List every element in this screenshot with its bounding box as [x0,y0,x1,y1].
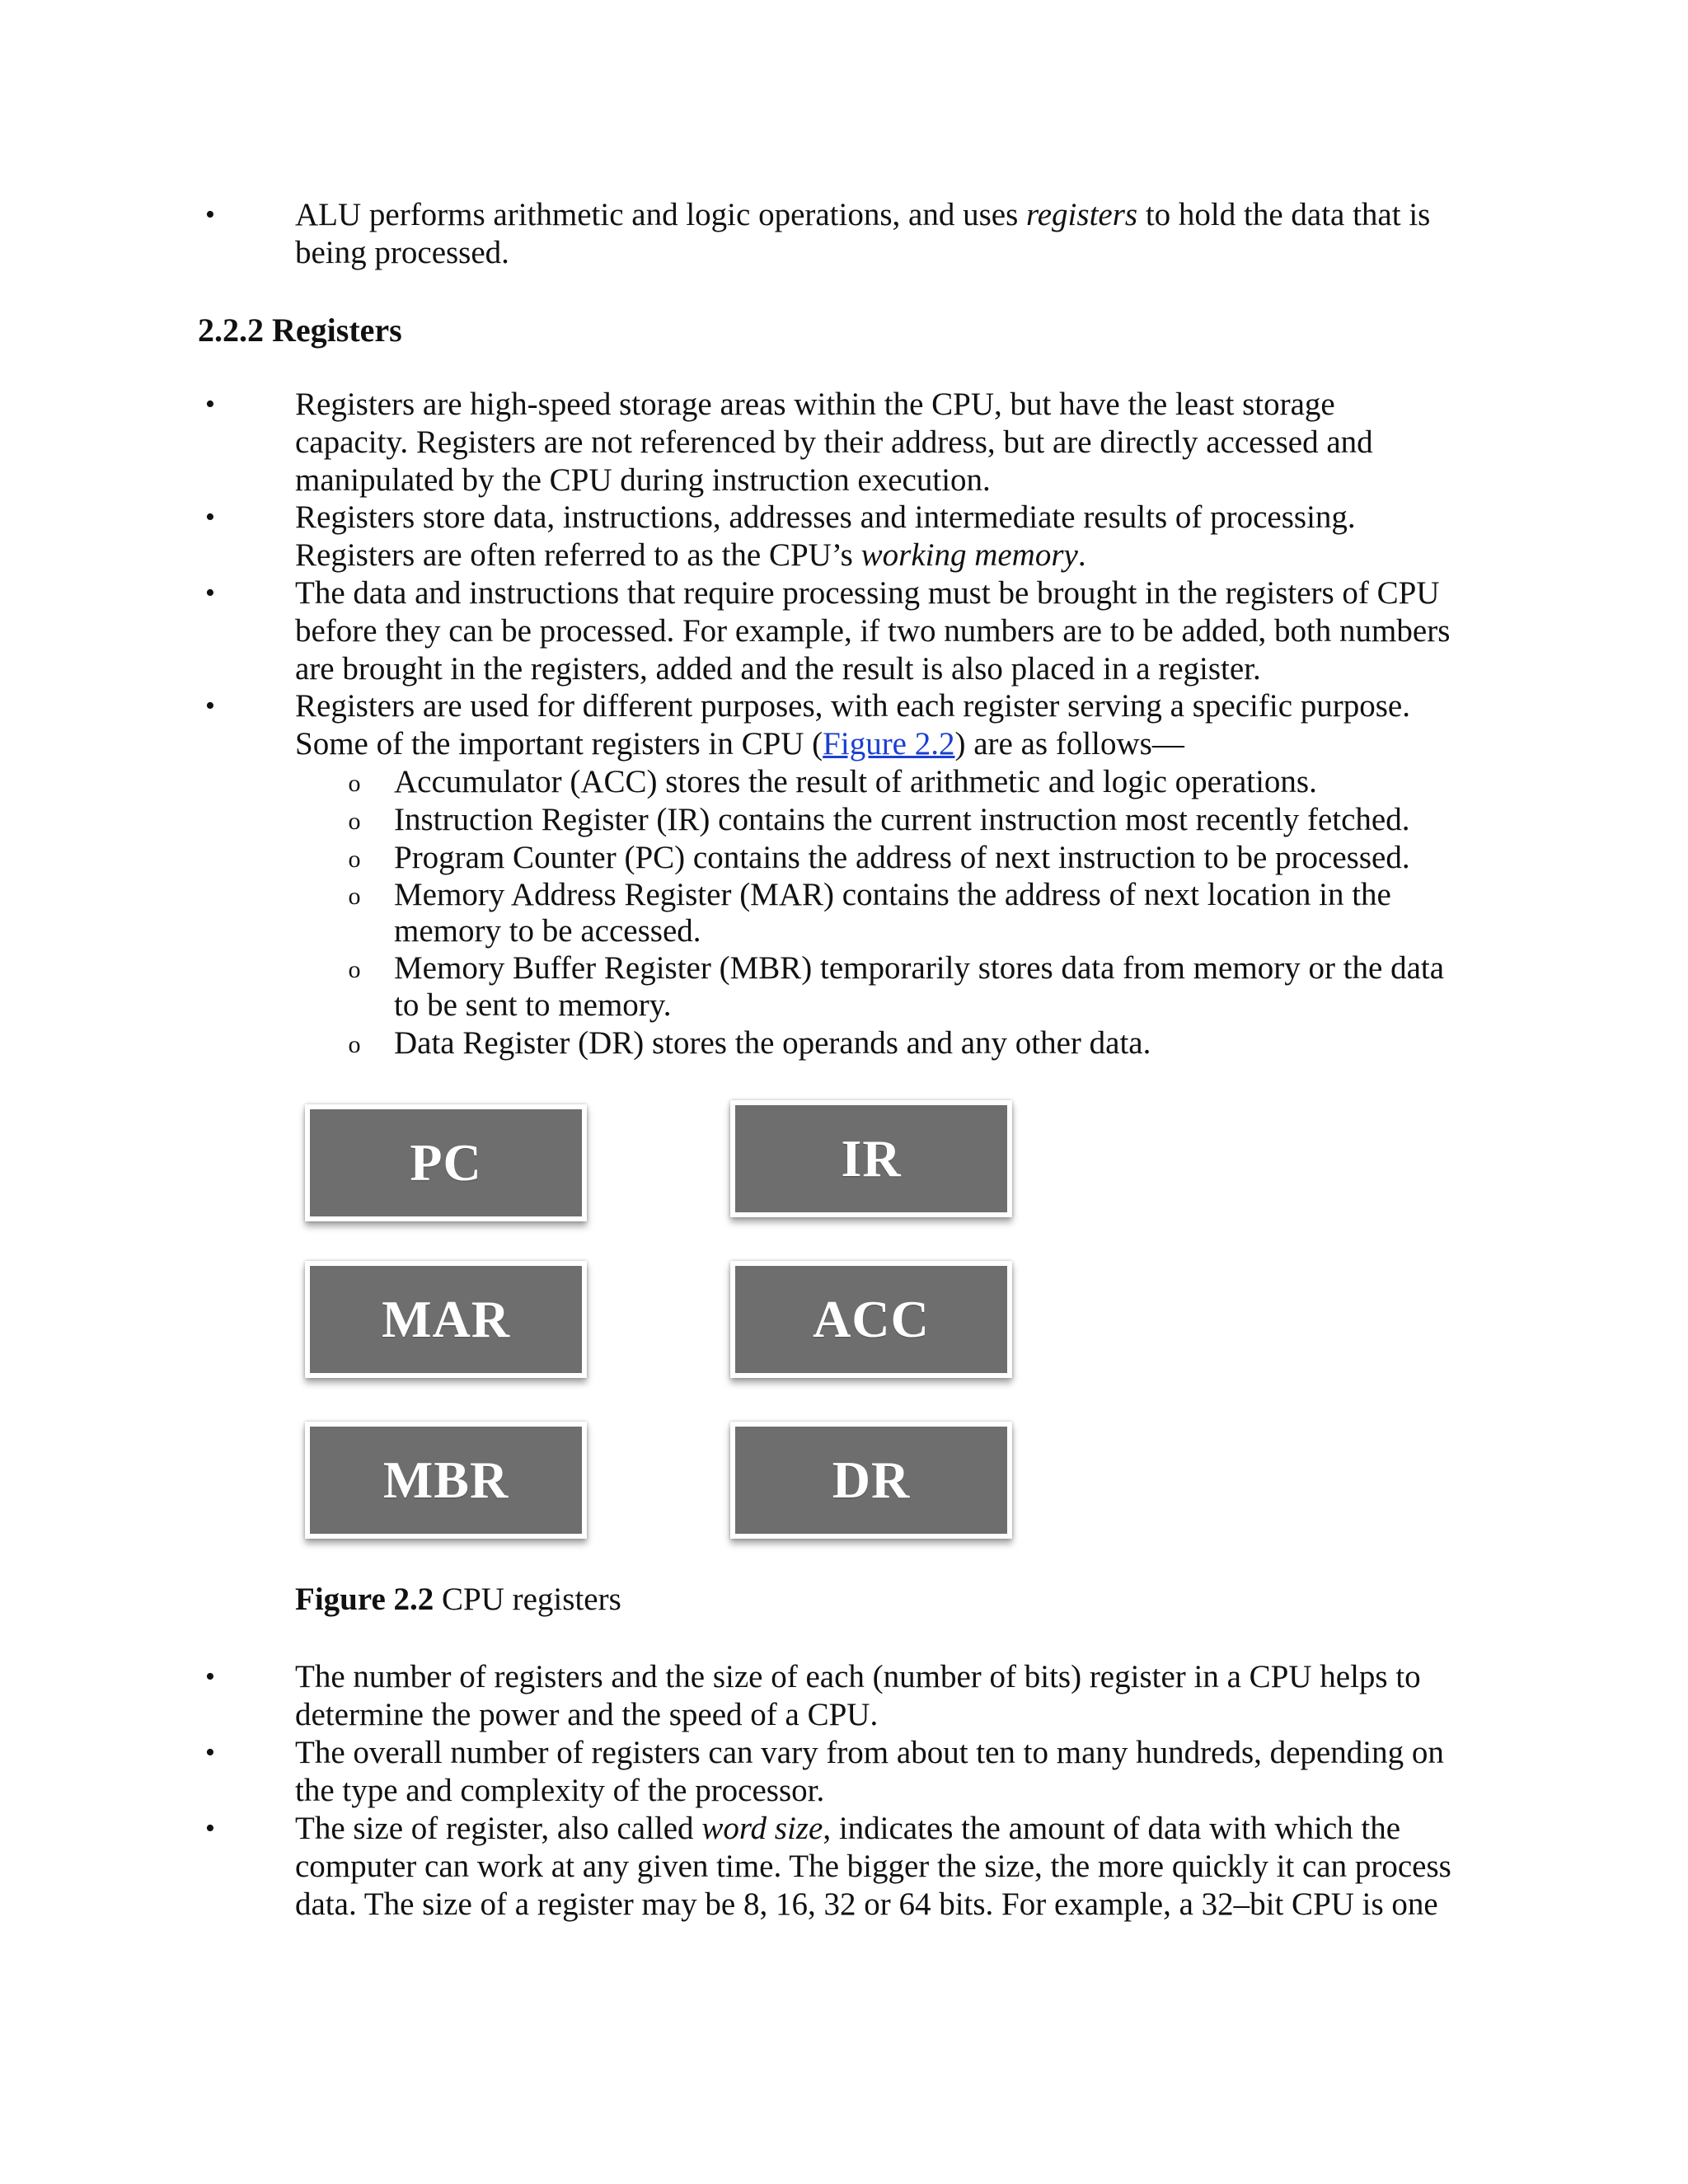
section-heading: 2.2.2 Registers [198,312,402,349]
sub-bullet-data-register: Data Register (DR) stores the operands and any other data. [394,1025,1151,1061]
bullet-marker: • [205,502,215,532]
text-line: Registers store data, instructions, addresses and intermediate results of processing. [295,499,1356,535]
text-run: . [1077,537,1086,573]
text-line: The overall number of registers can vary from about ten to many hundreds, depending on [295,1735,1444,1770]
figure-link[interactable]: Figure 2.2 [823,726,955,762]
sub-bullet-instruction-register: Instruction Register (IR) contains the current instruction most recently fetched. [394,802,1410,837]
text-line: capacity. Registers are not referenced by their address, but are directly accessed and [295,424,1373,460]
text-line: determine the power and the speed of a CPU. [295,1697,879,1732]
sub-bullet-marker: o [348,846,361,873]
register-box-mar: MAR [305,1261,587,1378]
text-line: Registers are used for different purposes, with each register serving a specific purpose. [295,688,1410,724]
sub-bullet-marker: o [348,883,361,910]
bullet-marker: • [205,1813,215,1844]
text-line: being processed. [295,235,509,270]
text-line [295,537,1086,574]
register-box-acc: ACC [730,1261,1012,1378]
text-line: the type and complexity of the processor. [295,1773,825,1808]
sub-bullet-accumulator: Accumulator (ACC) stores the result of arithmetic and logic operations. [394,764,1317,799]
register-box-mbr: MBR [305,1422,587,1539]
text-run: ) are as follows— [954,726,1184,762]
text-line [295,1810,1400,1848]
sub-bullet-mbr: Memory Buffer Register (MBR) temporarily stores data from memory or the data [394,950,1445,986]
bullet-marker: • [205,1661,215,1692]
text-line: manipulated by the CPU during instruction execution. [295,462,991,498]
sub-bullet-program-counter: Program Counter (PC) contains the address of next instruction to be processed. [394,840,1410,875]
text-run: , indicates the amount of data with which the [823,1811,1401,1846]
text-line: The number of registers and the size of each (number of bits) register in a CPU helps to [295,1659,1421,1694]
text-run: to hold the data that is [1137,197,1431,232]
text-run: Registers are often referred to as the CPU’s [295,537,861,573]
text-line: Registers are high-speed storage areas within the CPU, but have the least storage [295,387,1335,422]
bullet-marker: • [205,578,215,608]
sub-bullet-marker: o [348,770,361,797]
bullet-marker: • [205,389,215,419]
caption-text: CPU registers [434,1582,621,1617]
sub-bullet-mar-cont: memory to be accessed. [394,913,701,949]
sub-bullet-mbr-cont: to be sent to memory. [394,987,672,1023]
bullet-marker: • [205,691,215,721]
text-run: The size of register, also called [295,1811,702,1846]
text-line: data. The size of a register may be 8, 16, 32 or 64 bits. For example, a 32–bit CPU is one [295,1886,1438,1922]
sub-bullet-marker: o [348,1031,361,1058]
text-run: Some of the important registers in CPU ( [295,726,823,762]
text-line: The data and instructions that require processing must be brought in the registers of CPU [295,575,1440,611]
figure-caption [295,1581,621,1619]
text-line: are brought in the registers, added and the result is also placed in a register. [295,651,1261,687]
text-run: ALU performs arithmetic and logic operations, and uses [295,197,1027,232]
text-line: before they can be processed. For example, if two numbers are to be added, both numbers [295,613,1451,649]
bullet-marker: • [205,199,215,230]
bullet-marker: • [205,1737,215,1768]
caption-label: Figure 2.2 [295,1582,434,1617]
register-box-ir: IR [730,1100,1012,1217]
text-line [295,196,1430,234]
register-box-dr: DR [730,1422,1012,1539]
sub-bullet-mar: Memory Address Register (MAR) contains the address of next location in the [394,877,1391,912]
emphasis-text: word size [701,1811,823,1846]
register-box-pc: PC [305,1104,587,1221]
text-line: computer can work at any given time. The bigger the size, the more quickly it can process [295,1849,1451,1884]
sub-bullet-marker: o [348,956,361,983]
text-line [295,725,1184,763]
sub-bullet-marker: o [348,808,361,835]
emphasis-text: working memory [860,537,1078,573]
emphasis-text: registers [1026,197,1138,232]
